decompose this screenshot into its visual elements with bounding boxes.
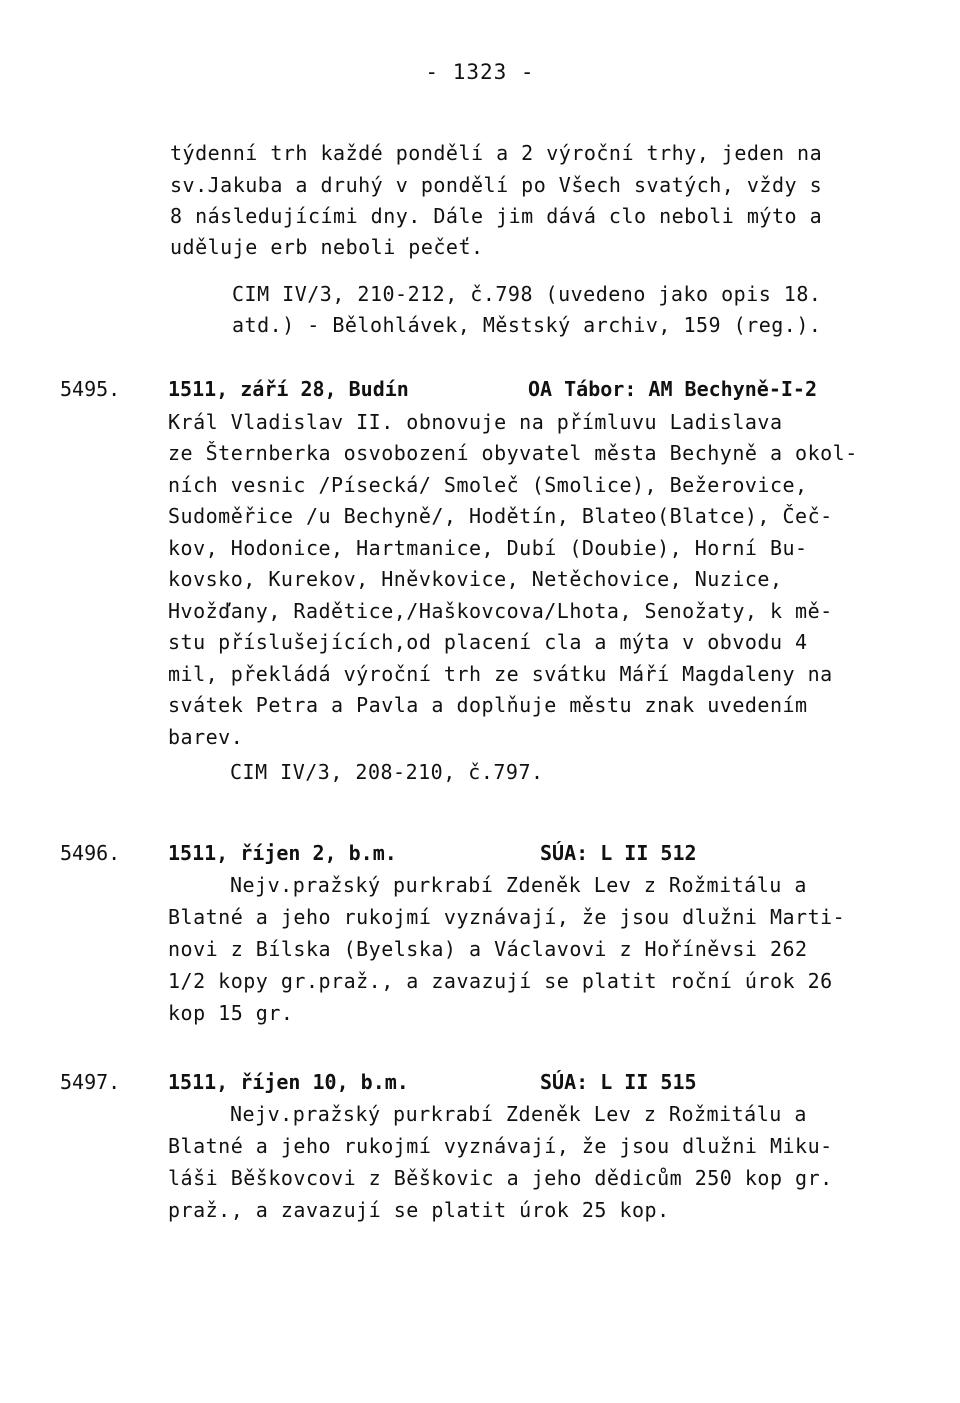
entry-archive: SÚA: L II 512: [540, 841, 697, 865]
text-line: sv.Jakuba a druhý v pondělí po Všech svatých, vždy s: [170, 173, 823, 197]
text-line: ze Šternberka osvobození obyvatel města Bechyně a okol-: [168, 441, 858, 465]
entry-date: 1511, říjen 10, b.m.: [168, 1070, 409, 1094]
text-line: Hvožďany, Radětice,/Haškovcova/Lhota, Senožaty, k mě-: [168, 599, 833, 623]
text-line: Sudoměřice /u Bechyně/, Hodětín, Blateo(Blatce), Čeč-: [168, 504, 833, 528]
text-line: Král Vladislav II. obnovuje na přímluvu Ladislava: [168, 410, 783, 434]
entry-archive: OA Tábor: AM Bechyně-I-2: [528, 377, 817, 401]
text-line: uděluje erb neboli pečeť.: [170, 235, 484, 259]
text-line: týdenní trh každé pondělí a 2 výroční trhy, jeden na: [170, 141, 823, 165]
page-number: - 1323 -: [425, 60, 535, 84]
text-line: Nejv.pražský purkrabí Zdeněk Lev z Rožmitálu a: [230, 873, 807, 897]
entry-number: 5495.: [60, 377, 121, 401]
citation-line: CIM IV/3, 208-210, č.797.: [230, 760, 544, 784]
text-line: svátek Petra a Pavla a doplňuje městu znak uvedením: [168, 693, 808, 717]
text-line: láši Běškovcovi z Běškovic a jeho dědicům 250 kop gr.: [168, 1166, 833, 1190]
text-line: Blatné a jeho rukojmí vyznávají, že jsou dlužni Miku-: [168, 1134, 833, 1158]
text-line: barev.: [168, 725, 244, 749]
text-line: kop 15 gr.: [168, 1001, 294, 1025]
text-line: mil, překládá výroční trh ze svátku Máří Magdaleny na: [168, 662, 833, 686]
citation-line: atd.) - Bělohlávek, Městský archiv, 159 (reg.).: [232, 313, 822, 337]
text-line: Blatné a jeho rukojmí vyznávají, že jsou dlužni Marti-: [168, 905, 846, 929]
entry-number: 5497.: [60, 1070, 121, 1094]
text-line: stu příslušejících,od placení cla a mýta v obvodu 4: [168, 630, 808, 654]
entry-date: 1511, říjen 2, b.m.: [168, 841, 397, 865]
text-line: 1/2 kopy gr.praž., a zavazují se platit roční úrok 26: [168, 969, 833, 993]
entry-number: 5496.: [60, 841, 121, 865]
text-line: kov, Hodonice, Hartmanice, Dubí (Doubie), Horní Bu-: [168, 536, 808, 560]
text-line: praž., a zavazují se platit úrok 25 kop.: [168, 1198, 670, 1222]
entry-archive: SÚA: L II 515: [540, 1070, 697, 1094]
text-line: 8 následujícími dny. Dále jim dává clo neboli mýto a: [170, 204, 823, 228]
citation-line: CIM IV/3, 210-212, č.798 (uvedeno jako opis 18.: [232, 282, 822, 306]
text-line: ních vesnic /Písecká/ Smoleč (Smolice), Bežerovice,: [168, 473, 808, 497]
text-line: Nejv.pražský purkrabí Zdeněk Lev z Rožmitálu a: [230, 1102, 807, 1126]
text-line: kovsko, Kurekov, Hněvkovice, Netěchovice, Nuzice,: [168, 567, 783, 591]
entry-date: 1511, září 28, Budín: [168, 377, 409, 401]
text-line: novi z Bílska (Byelska) a Václavovi z Hoříněvsi 262: [168, 937, 808, 961]
